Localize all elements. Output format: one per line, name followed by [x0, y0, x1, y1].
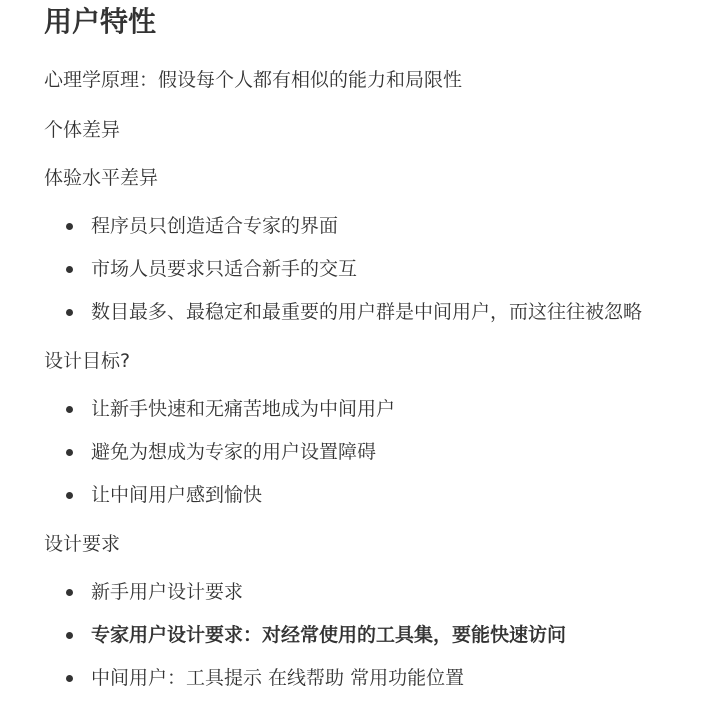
bullet-icon [66, 406, 73, 413]
list-item-text: 让新手快速和无痛苦地成为中间用户 [91, 398, 396, 420]
list-item-text: 市场人员要求只适合新手的交互 [91, 258, 358, 280]
list-item-text: 数目最多、最稳定和最重要的用户群是中间用户，而这往往被忽略 [91, 301, 643, 323]
design-goals-heading: 设计目标? [44, 350, 131, 372]
design-requirements-heading: 设计要求 [44, 533, 121, 555]
list-item-text: 专家用户设计要求：对经常使用的工具集，要能快速访问 [91, 624, 567, 646]
bullet-icon [66, 266, 73, 273]
bullet-icon [66, 449, 73, 456]
individual-difference-heading: 个体差异 [44, 119, 121, 141]
bullet-icon [66, 492, 73, 499]
list-item-text: 程序员只创造适合专家的界面 [91, 215, 339, 237]
bullet-icon [66, 589, 73, 596]
principle-text: 心理学原理：假设每个人都有相似的能力和局限性 [44, 69, 463, 91]
list-item-text: 中间用户：工具提示 在线帮助 常用功能位置 [91, 667, 465, 689]
list-item-text: 让中间用户感到愉快 [91, 484, 263, 506]
bullet-icon [66, 309, 73, 316]
page-title: 用户特性 [44, 5, 157, 38]
bullet-icon [66, 223, 73, 230]
list-item-text: 新手用户设计要求 [91, 581, 244, 603]
bullet-icon [66, 632, 73, 639]
experience-difference-heading: 体验水平差异 [44, 167, 159, 189]
list-item-text: 避免为想成为专家的用户设置障碍 [91, 441, 377, 463]
bullet-icon [66, 675, 73, 682]
